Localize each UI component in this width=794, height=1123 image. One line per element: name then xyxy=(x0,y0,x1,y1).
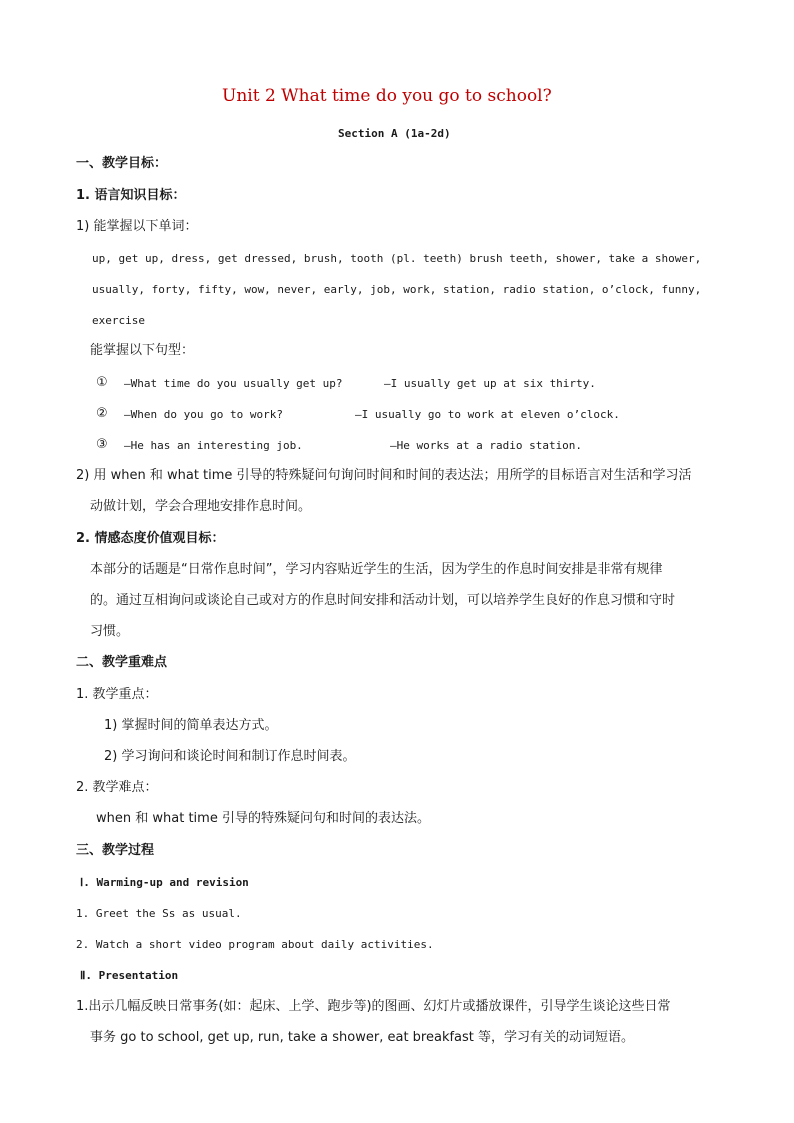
step-item: 1. Greet the Ss as usual. xyxy=(76,907,242,920)
section-heading-key-points: 二、教学重难点 xyxy=(76,655,168,670)
objective-paragraph: 动做计划，学会合理地安排作息时间。 xyxy=(90,499,312,514)
sentence-question: —He has an interesting job. xyxy=(124,439,303,452)
paragraph-line: 本部分的话题是“日常作息时间”，学习内容贴近学生的生活，因为学生的作息时间安排是非常有规律 xyxy=(90,562,663,577)
vocab-intro: 1) 能掌握以下单词： xyxy=(76,219,198,234)
key-point-item: 2) 学习询问和谈论时间和制订作息时间表。 xyxy=(104,749,356,764)
sentence-question: —What time do you usually get up? xyxy=(124,377,343,390)
step-item: 2. Watch a short video program about daily activities. xyxy=(76,938,434,951)
key-point-item: 1) 掌握时间的简单表达方式。 xyxy=(104,718,278,733)
step-heading-presentation: Ⅱ. Presentation xyxy=(80,969,179,982)
vocab-line: up, get up, dress, get dressed, brush, tooth (pl. teeth) brush teeth, shower, take a shower, xyxy=(92,252,702,265)
sentence-patterns-intro: 能掌握以下句型： xyxy=(90,343,195,358)
vocab-line: exercise xyxy=(92,314,145,327)
subheading-language-knowledge: 1. 语言知识目标： xyxy=(76,188,186,203)
paragraph-line: 1.出示几幅反映日常事务(如：起床、上学、跑步等)的图画、幻灯片或播放课件，引导学生谈论这些日常 xyxy=(76,999,671,1014)
sentence-number: ③ xyxy=(96,437,108,452)
section-heading-process: 三、教学过程 xyxy=(76,843,155,858)
key-points-label: 1. 教学重点： xyxy=(76,687,158,702)
sentence-answer: —He works at a radio station. xyxy=(390,439,583,452)
sentence-answer: —I usually go to work at eleven o’clock. xyxy=(355,408,620,421)
sentence-number: ② xyxy=(96,406,108,421)
paragraph-line: 的。通过互相询问或谈论自己或对方的作息时间安排和活动计划，可以培养学生良好的作息习惯和守时 xyxy=(90,593,676,608)
vocab-line: usually, forty, fifty, wow, never, early, job, work, station, radio station, o’clock, funny, xyxy=(92,283,702,296)
difficult-points-label: 2. 教学难点： xyxy=(76,780,158,795)
sentence-answer: —I usually get up at six thirty. xyxy=(384,377,596,390)
sentence-question: —When do you go to work? xyxy=(124,408,283,421)
paragraph-line: 习惯。 xyxy=(90,624,130,639)
subheading-emotional-goals: 2. 情感态度价值观目标： xyxy=(76,531,225,546)
paragraph-line: 事务 go to school, get up, run, take a shower, eat breakfast 等，学习有关的动词短语。 xyxy=(90,1030,635,1045)
sentence-number: ① xyxy=(96,375,108,390)
objective-paragraph: 2) 用 when 和 what time 引导的特殊疑问句询问时间和时间的表达法；用所学的目标语言对生活和学习活 xyxy=(76,468,692,483)
step-heading-warmup: Ⅰ. Warming-up and revision xyxy=(80,876,249,889)
document-title: Unit 2 What time do you go to school? xyxy=(222,86,552,106)
difficult-point-item: when 和 what time 引导的特殊疑问句和时间的表达法。 xyxy=(96,811,430,826)
section-subtitle: Section A (1a-2d) xyxy=(338,127,451,140)
section-heading-objectives: 一、教学目标： xyxy=(76,156,168,171)
